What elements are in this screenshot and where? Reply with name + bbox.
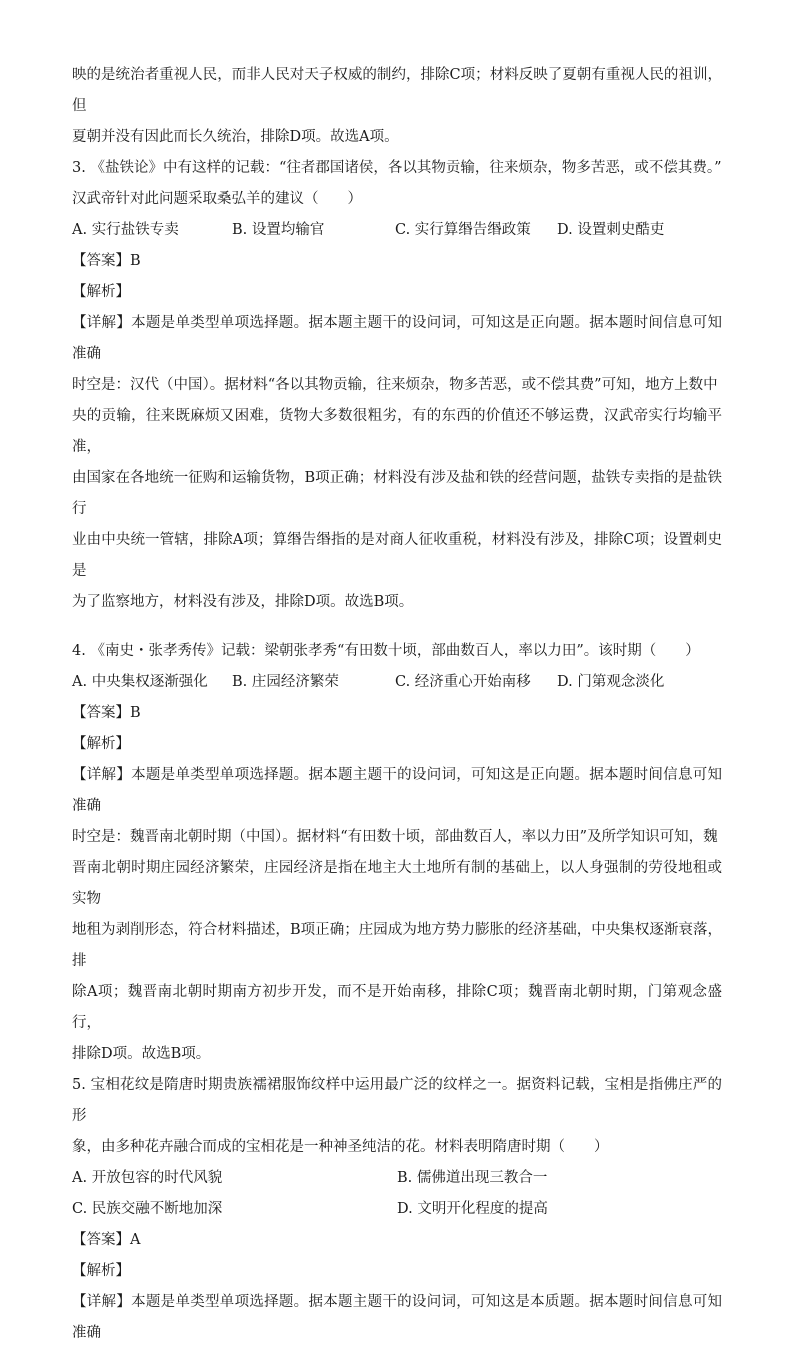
text-line: 由国家在各地统一征购和运输货物，B项正确；材料没有涉及盐和铁的经营问题，盐铁专卖指的是盐铁行: [72, 470, 722, 517]
question-3: [72, 153, 722, 618]
question-stem-line: 5. 宝相花纹是隋唐时期贵族襦裙服饰纹样中运用最广泛的纹样之一。据资料记载，宝相是指佛庄严的形: [72, 1077, 722, 1124]
question-5: [72, 1070, 722, 1349]
answer-label: 【答案】B: [72, 253, 141, 269]
text-line: 【详解】本题是单类型单项选择题。据本题主题干的设问词，可知这是本质题。据本题时间信息可知准确: [72, 1294, 722, 1341]
text-line: 映的是统治者重视人民，而非人民对天子权威的制约，排除C项；材料反映了夏朝有重视人民的祖训，但: [72, 67, 722, 114]
text-line: 时空是：魏晋南北朝时期（中国）。据材料“有田数十顷，部曲数百人，率以力田”及所学知识可知，魏: [72, 829, 718, 845]
detail-explanation: [72, 760, 722, 1070]
question-stem-line: 汉武帝针对此问题采取桑弘羊的建议（ ）: [72, 191, 362, 207]
analysis-label: 【解析】: [72, 284, 130, 300]
option-c: C. 民族交融不断地加深: [72, 1201, 223, 1217]
text-line: 为了监察地方，材料没有涉及，排除D项。故选B项。: [72, 594, 414, 610]
text-line: 【详解】本题是单类型单项选择题。据本题主题干的设问词，可知这是正向题。据本题时间信息可知准确: [72, 767, 722, 814]
option-d: D. 设置刺史酷吏: [557, 222, 665, 238]
answer-label: 【答案】B: [72, 705, 141, 721]
question-4: [72, 636, 722, 1070]
detail-explanation: [72, 1287, 722, 1349]
question-stem-line: 4. 《南史・张孝秀传》记载：梁朝张孝秀“有田数十顷，部曲数百人，率以力田”。该时期（ ）: [72, 643, 700, 659]
option-d: D. 文明开化程度的提高: [397, 1201, 548, 1217]
spacer: [72, 618, 722, 636]
text-line: 业由中央统一管辖，排除A项；算缗告缗指的是对商人征收重税，材料没有涉及，排除C项；设置刺史是: [72, 532, 722, 579]
option-b: B. 庄园经济繁荣: [232, 674, 339, 690]
text-line: 时空是：汉代（中国）。据材料“各以其物贡输，往来烦杂，物多苦恶，或不偿其费”可知，地方上数中: [72, 377, 718, 393]
options-row: [72, 1194, 722, 1225]
text-line: 晋南北朝时期庄园经济繁荣，庄园经济是指在地主大土地所有制的基础上，以人身强制的劳役地租或实物: [72, 860, 722, 907]
text-line: 夏朝并没有因此而长久统治，排除D项。故选A项。: [72, 129, 399, 145]
text-line: 排除D项。故选B项。: [72, 1046, 211, 1062]
option-c: C. 实行算缗告缗政策: [395, 222, 531, 238]
options-row: [72, 1163, 722, 1194]
question-stem-line: 象，由多种花卉融合而成的宝相花是一种神圣纯洁的花。材料表明隋唐时期（ ）: [72, 1139, 609, 1155]
option-b: B. 儒佛道出现三教合一: [397, 1170, 548, 1186]
question-stem-line: 3. 《盐铁论》中有这样的记载：“往者郡国诸侯，各以其物贡输，往来烦杂，物多苦恶，或不偿其费。”: [72, 160, 722, 176]
option-a: A. 开放包容的时代风貌: [72, 1170, 223, 1186]
option-a: A. 实行盐铁专卖: [72, 222, 179, 238]
text-line: 央的贡输，往来既麻烦又困难，货物大多数很粗劣，有的东西的价值还不够运费，汉武帝实行均输平准，: [72, 408, 722, 455]
option-d: D. 门第观念淡化: [557, 674, 665, 690]
answer-label: 【答案】A: [72, 1232, 141, 1248]
analysis-label: 【解析】: [72, 1263, 130, 1279]
previous-answer-tail: [72, 60, 722, 153]
page-content: [72, 60, 722, 1349]
options-row: [72, 667, 722, 698]
analysis-label: 【解析】: [72, 736, 130, 752]
detail-explanation: [72, 308, 722, 618]
text-line: 地租为剥削形态，符合材料描述，B项正确；庄园成为地方势力膨胀的经济基础，中央集权逐渐衰落，排: [72, 922, 722, 969]
text-line: 除A项；魏晋南北朝时期南方初步开发，而不是开始南移，排除C项；魏晋南北朝时期，门第观念盛行，: [72, 984, 722, 1031]
options-row: [72, 215, 722, 246]
option-b: B. 设置均输官: [232, 222, 325, 238]
text-line: 【详解】本题是单类型单项选择题。据本题主题干的设问词，可知这是正向题。据本题时间信息可知准确: [72, 315, 722, 362]
option-c: C. 经济重心开始南移: [395, 674, 531, 690]
option-a: A. 中央集权逐渐强化: [72, 674, 208, 690]
